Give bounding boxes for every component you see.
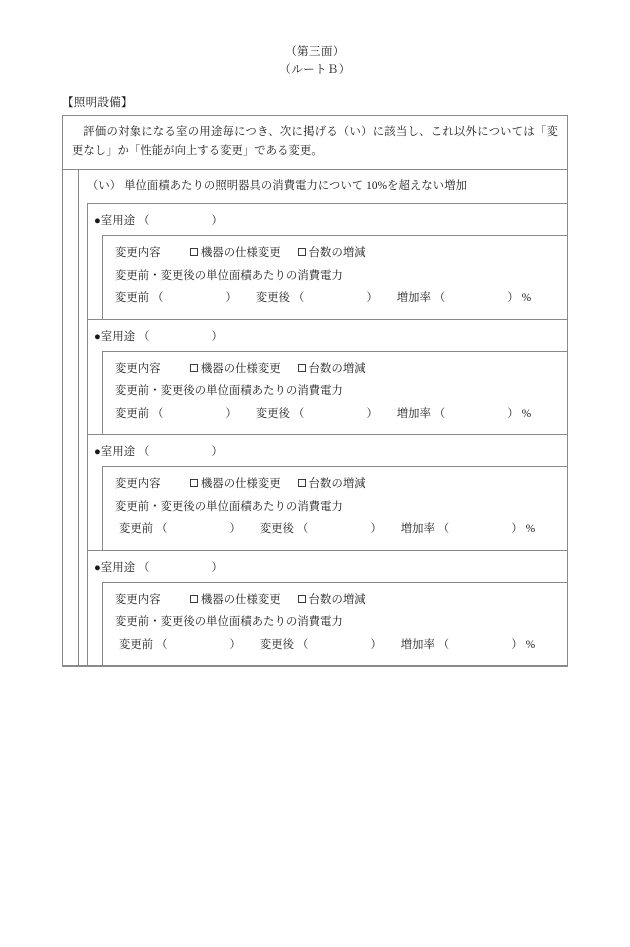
checkbox-icon[interactable]: [190, 479, 198, 487]
paren-open: （: [293, 407, 305, 420]
section-title-lighting-equipment: 【照明設備】: [62, 96, 133, 109]
paren-open: （: [138, 561, 150, 574]
paren-close: ）: [507, 292, 519, 305]
change-content-label: 変更内容: [115, 362, 161, 375]
percent-label: %: [521, 407, 532, 420]
percent-label: %: [525, 523, 536, 536]
checkbox-icon[interactable]: [190, 595, 198, 603]
increase-rate-label: 増加率: [396, 407, 431, 420]
room-use-input[interactable]: [138, 559, 223, 575]
power-description-line: 変更前・変更後の単位面積あたりの消費電力: [115, 269, 343, 282]
change-content-line: [103, 243, 567, 266]
increase-rate-field[interactable]: [397, 290, 531, 308]
after-label: 変更後: [259, 638, 295, 651]
detail-box: [102, 351, 567, 435]
checkbox-option-unit-count[interactable]: [298, 245, 366, 263]
detail-box: [102, 582, 567, 666]
room-use-input[interactable]: [138, 212, 223, 228]
paren-close: ）: [370, 523, 382, 536]
paren-open: （: [297, 523, 309, 536]
increase-rate-label: 増加率: [400, 523, 435, 536]
paren-close: ）: [366, 407, 378, 420]
values-line: [103, 635, 567, 658]
header-line-page-number: （第三面）: [285, 46, 345, 58]
paren-close: ）: [366, 292, 378, 305]
power-description-line: 変更前・変更後の単位面積あたりの消費電力: [115, 385, 343, 398]
before-label: 変更前: [119, 638, 154, 651]
detail-box: [102, 235, 567, 319]
after-value-field[interactable]: [256, 290, 378, 308]
before-value-field[interactable]: [119, 637, 241, 655]
room-use-label: ●室用途: [94, 446, 136, 459]
checkbox-option-unit-count[interactable]: [298, 592, 366, 610]
detail-box: [102, 466, 567, 550]
checkbox-icon[interactable]: [298, 248, 306, 256]
intro-text: 評価の対象になる室の用途毎につき、次に掲げる（い）に該当し、これ以外については「変更なし」か「性能が向上する変更」である変更。: [72, 125, 558, 158]
paren-close: ）: [511, 523, 523, 536]
paren-close: ）: [370, 638, 382, 651]
room-use-header: [88, 551, 567, 582]
option-unit-count-label: 台数の増減: [308, 478, 366, 491]
clause-label: （い）: [87, 180, 122, 193]
room-use-block: [87, 203, 567, 319]
paren-close: ）: [211, 446, 223, 459]
checkbox-option-spec-change[interactable]: [190, 361, 281, 379]
room-use-header: [88, 204, 567, 235]
increase-rate-field[interactable]: [397, 406, 531, 424]
room-use-input[interactable]: [138, 328, 223, 344]
option-unit-count-label: 台数の増減: [308, 362, 366, 375]
room-use-block: [87, 319, 567, 435]
paren-open: （: [293, 292, 305, 305]
paren-close: ）: [225, 407, 237, 420]
paren-open: （: [152, 407, 164, 420]
change-content-label: 変更内容: [115, 478, 161, 491]
paren-close: ）: [225, 292, 237, 305]
paren-close: ）: [229, 638, 241, 651]
increase-rate-field[interactable]: [401, 521, 535, 539]
checkbox-icon[interactable]: [298, 479, 306, 487]
paren-open: （: [437, 523, 450, 536]
values-line: [103, 404, 567, 427]
paren-close: ）: [511, 638, 523, 651]
before-label: 変更前: [115, 407, 150, 420]
paren-close: ）: [229, 523, 241, 536]
paren-open: （: [138, 330, 150, 343]
percent-label: %: [525, 638, 536, 651]
paren-close: ）: [211, 215, 223, 228]
option-unit-count-label: 台数の増減: [308, 247, 366, 260]
clause-row: [63, 170, 567, 666]
clause-heading: [79, 170, 567, 203]
before-value-field[interactable]: [115, 406, 237, 424]
before-value-field[interactable]: [115, 290, 237, 308]
after-label: 変更後: [259, 523, 295, 536]
after-value-field[interactable]: [260, 521, 382, 539]
checkbox-option-spec-change[interactable]: [190, 476, 281, 494]
values-line: [103, 519, 567, 542]
change-content-label: 変更内容: [115, 593, 161, 606]
option-unit-count-label: 台数の増減: [308, 593, 366, 606]
paren-open: （: [138, 446, 150, 459]
paren-close: ）: [507, 407, 519, 420]
values-line: [103, 288, 567, 311]
before-value-field[interactable]: [119, 521, 241, 539]
increase-rate-label: 増加率: [396, 292, 431, 305]
paren-open: （: [152, 292, 164, 305]
document-page: [0, 44, 630, 947]
clause-body: [79, 170, 567, 665]
room-use-blocks: [79, 203, 567, 665]
paren-open: （: [138, 215, 150, 228]
paren-open: （: [297, 638, 309, 651]
table-bottom-border: [62, 666, 568, 667]
intro-row: [63, 116, 567, 171]
before-label: 変更前: [115, 292, 150, 305]
form-table: [62, 115, 568, 667]
checkbox-option-spec-change[interactable]: [190, 592, 281, 610]
after-value-field[interactable]: [260, 637, 382, 655]
paren-open: （: [433, 292, 446, 305]
option-spec-change-label: 機器の仕様変更: [200, 247, 281, 260]
option-spec-change-label: 機器の仕様変更: [200, 478, 281, 491]
checkbox-icon[interactable]: [298, 364, 306, 372]
room-use-block: [87, 550, 567, 666]
power-description-line: 変更前・変更後の単位面積あたりの消費電力: [115, 616, 343, 629]
checkbox-option-unit-count[interactable]: [298, 361, 366, 379]
after-value-field[interactable]: [256, 406, 378, 424]
room-use-block: [87, 434, 567, 550]
document-header: [0, 44, 630, 80]
checkbox-option-spec-change[interactable]: [190, 245, 281, 263]
change-content-label: 変更内容: [115, 247, 161, 260]
change-content-line: [103, 590, 567, 613]
room-use-label: ●室用途: [94, 330, 136, 343]
option-spec-change-label: 機器の仕様変更: [200, 362, 281, 375]
change-content-line: [103, 474, 567, 497]
paren-open: （: [156, 638, 168, 651]
clause-text: 単位面積あたりの照明器具の消費電力について 10%を超えない増加: [124, 180, 467, 193]
option-spec-change-label: 機器の仕様変更: [200, 593, 281, 606]
checkbox-option-unit-count[interactable]: [298, 476, 366, 494]
increase-rate-field[interactable]: [401, 637, 535, 655]
paren-close: ）: [211, 330, 223, 343]
room-use-label: ●室用途: [94, 561, 136, 574]
after-label: 変更後: [255, 407, 291, 420]
checkbox-icon[interactable]: [298, 595, 306, 603]
paren-open: （: [156, 523, 168, 536]
paren-open: （: [433, 407, 446, 420]
percent-label: %: [521, 292, 532, 305]
before-label: 変更前: [119, 523, 154, 536]
power-description-line: 変更前・変更後の単位面積あたりの消費電力: [115, 500, 343, 513]
header-line-route: （ルートＢ）: [279, 63, 351, 76]
after-label: 変更後: [255, 292, 291, 305]
paren-close: ）: [211, 561, 223, 574]
checkbox-icon[interactable]: [190, 364, 198, 372]
paren-open: （: [437, 638, 450, 651]
checkbox-icon[interactable]: [190, 248, 198, 256]
room-use-label: ●室用途: [94, 215, 136, 228]
clause-gutter: [63, 170, 79, 665]
room-use-header: [88, 435, 567, 466]
room-use-header: [88, 320, 567, 351]
change-content-line: [103, 359, 567, 382]
increase-rate-label: 増加率: [400, 638, 435, 651]
room-use-input[interactable]: [138, 443, 223, 459]
